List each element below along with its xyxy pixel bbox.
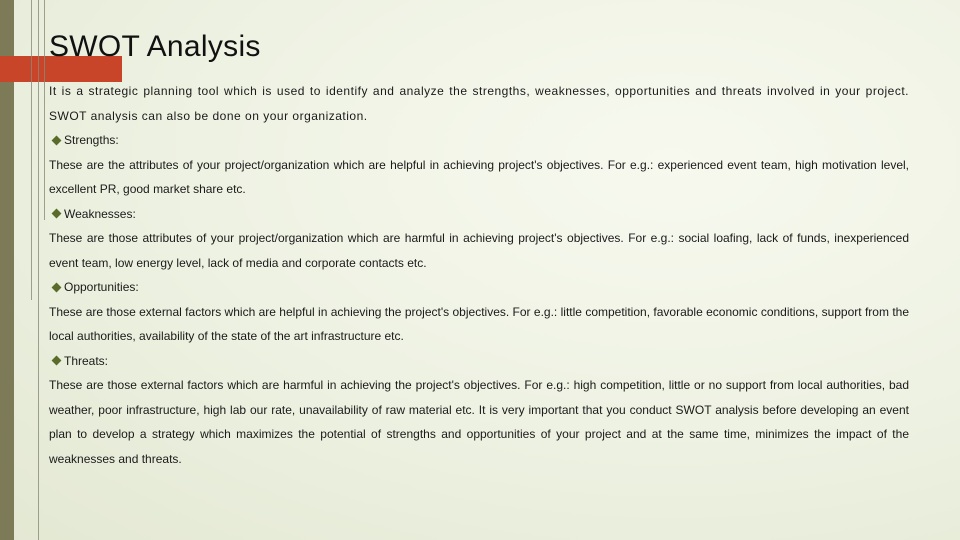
section-heading-opportunities [49, 275, 909, 300]
intro-text: It is a strategic planning tool which is used to identify and analyze the strengths, weaknesses, opportunities and threats involved in your project. SWOT analysis can also be done on your organization. [49, 84, 909, 123]
section-heading-strengths [49, 128, 909, 153]
section-text-threats: These are those external factors which are harmful in achieving the project's objectives. For e.g.: high competition, little or no support from local authorities, bad weather, poor infrastructure, high lab our rate, unavailability of raw material etc. It is very important that you conduct SWOT analysis before developing an event plan to develop a strategy which maximizes the potential of strengths and opportunities of your project and at the same time, minimizes the impact of the weaknesses and threats. [49, 378, 909, 466]
section-label: Opportunities: [64, 280, 139, 294]
section-label: Threats: [64, 353, 109, 368]
slide-body [49, 79, 909, 471]
diamond-bullet-icon [52, 135, 62, 145]
section-heading-weaknesses [49, 202, 909, 227]
section-text-strengths: These are the attributes of your project/organization which are helpful in achieving project's objectives. For e.g.: experienced event team, high motivation level, excellent PR, good market share etc. [49, 157, 909, 196]
diamond-bullet-icon [52, 356, 62, 366]
diamond-bullet-icon [52, 209, 62, 219]
section-label: Weaknesses: [64, 206, 136, 221]
decorative-line [31, 0, 32, 300]
section-label: Strengths: [64, 133, 119, 147]
diamond-bullet-icon [52, 282, 62, 292]
decorative-line [44, 0, 45, 220]
section-text-weaknesses: These are those attributes of your project/organization which are harmful in achieving project's objectives. For e.g.: social loafing, lack of funds, inexperienced event team, low energy level, lack of media and corporate contacts etc. [49, 231, 909, 270]
section-text-opportunities: These are those external factors which are helpful in achieving the project's objectives. For e.g.: little competition, favorable economic conditions, support from the local authorities, availability of the state of the art infrastructure etc. [49, 304, 909, 343]
slide-title: SWOT Analysis [49, 30, 261, 63]
section-heading-threats [49, 349, 909, 374]
decorative-line [38, 0, 39, 540]
